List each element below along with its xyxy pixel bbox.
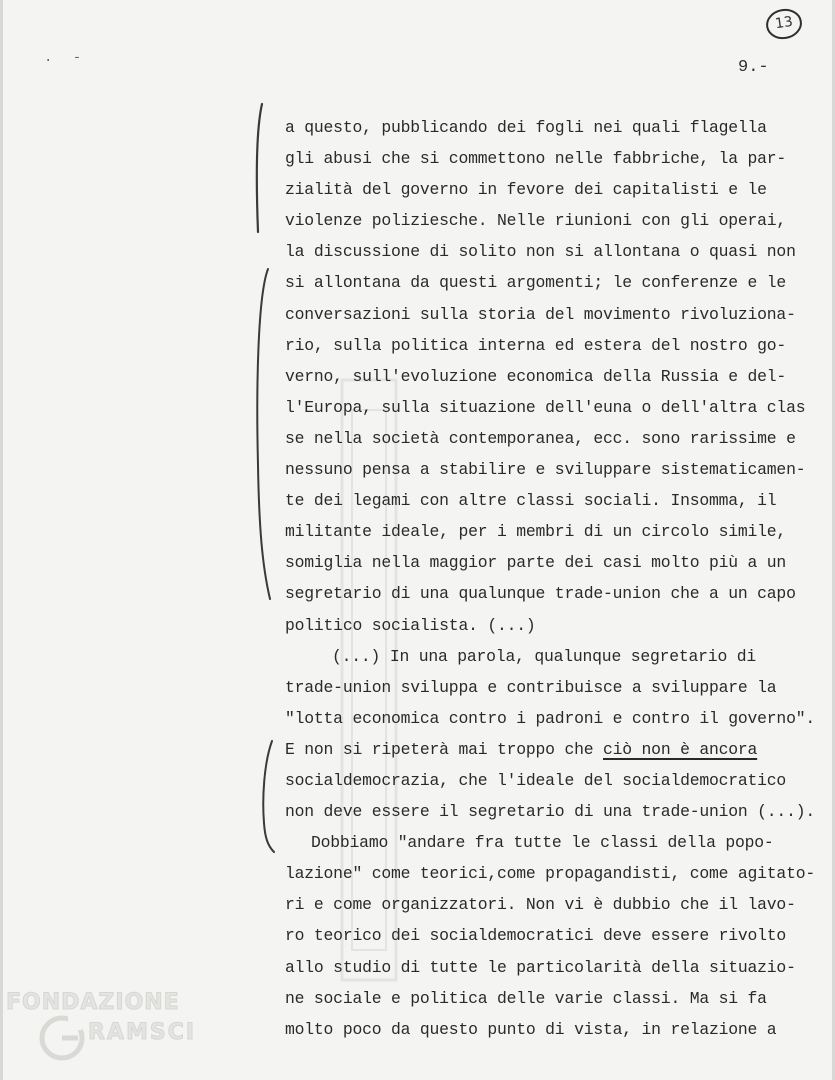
text-line: allo studio di tutte le particolarità della situazio- (285, 957, 796, 977)
text-line: se nella società contemporanea, ecc. sono rarissime e (285, 428, 796, 448)
page-edge-left (0, 0, 3, 1080)
folio-number: 13 (774, 13, 794, 33)
watermark-g-logo-icon (38, 1014, 86, 1062)
text-line: molto poco da questo punto di vista, in relazione a (285, 1019, 777, 1039)
text-line: trade-union sviluppa e contribuisce a sviluppare la (285, 677, 777, 697)
underlined-phrase: ciò non è ancora (603, 739, 758, 759)
margin-bracket-1 (246, 100, 266, 240)
text-line: te dei legami con altre classi sociali. Insomma, il (285, 491, 777, 511)
text-line: a questo, pubblicando dei fogli nei quali flagella (285, 118, 767, 137)
text-line: conversazioni sulla storia del movimento rivoluziona- (285, 304, 796, 324)
fondazione-watermark (0, 990, 220, 1070)
text-segment: E non si ripeterà mai troppo che (285, 739, 603, 759)
page-number: 9.- (738, 58, 769, 77)
text-line: politico socialista. (...) (285, 615, 536, 635)
text-line: nessuno pensa a stabilire e sviluppare sistematicamen- (285, 460, 806, 480)
watermark-line-1: FONDAZIONE (6, 990, 180, 1015)
text-line: militante ideale, per i membri di un circolo simile, (285, 522, 787, 542)
watermark-line-2: RAMSCI (88, 1020, 197, 1045)
text-line: socialdemocrazia, che l'ideale del socialdemocratico (285, 770, 787, 790)
text-line: somiglia nella maggior parte dei casi molto più a un (285, 553, 787, 573)
text-line: si allontana da questi argomenti; le conferenze e le (285, 273, 787, 293)
margin-bracket-2 (250, 265, 274, 605)
text-line (285, 734, 825, 765)
stray-mark: . - (44, 50, 88, 66)
text-line: violenze poliziesche. Nelle riunioni con gli operai, (285, 211, 787, 231)
text-line: zialità del governo in fevore dei capitalisti e le (285, 180, 767, 200)
text-line: ri e come organizzatori. Non vi è dubbio che il lavo- (285, 895, 796, 915)
body-text (285, 112, 825, 1045)
text-line: (...) In una parola, qualunque segretario di (332, 646, 756, 666)
text-line: ne sociale e politica delle varie classi. Ma si fa (285, 988, 767, 1008)
text-line: la discussione di solito non si allontana o quasi non (285, 242, 796, 262)
text-line: Dobbiamo "andare fra tutte le classi della popo- (311, 833, 774, 853)
text-line: verno, sull'evoluzione economica della Russia e del- (285, 366, 787, 386)
text-line: non deve essere il segretario di una trade-union (...). (285, 802, 815, 822)
text-line: "lotta economica contro i padroni e contro il governo". (285, 708, 815, 728)
text-line: lazione" come teorici,come propagandisti, come agitato- (285, 864, 815, 884)
text-line: gli abusi che si commettono nelle fabbriche, la par- (285, 149, 787, 169)
text-line: segretario di una qualunque trade-union che a un capo (285, 584, 796, 604)
text-line: l'Europa, sulla situazione dell'euna o dell'altra clas (285, 397, 806, 417)
text-line: rio, sulla politica interna ed estera del nostro go- (285, 335, 787, 355)
margin-bracket-3 (254, 738, 278, 856)
folio-stamp (764, 6, 804, 42)
text-line: ro teorico dei socialdemocratici deve essere rivolto (285, 926, 787, 946)
